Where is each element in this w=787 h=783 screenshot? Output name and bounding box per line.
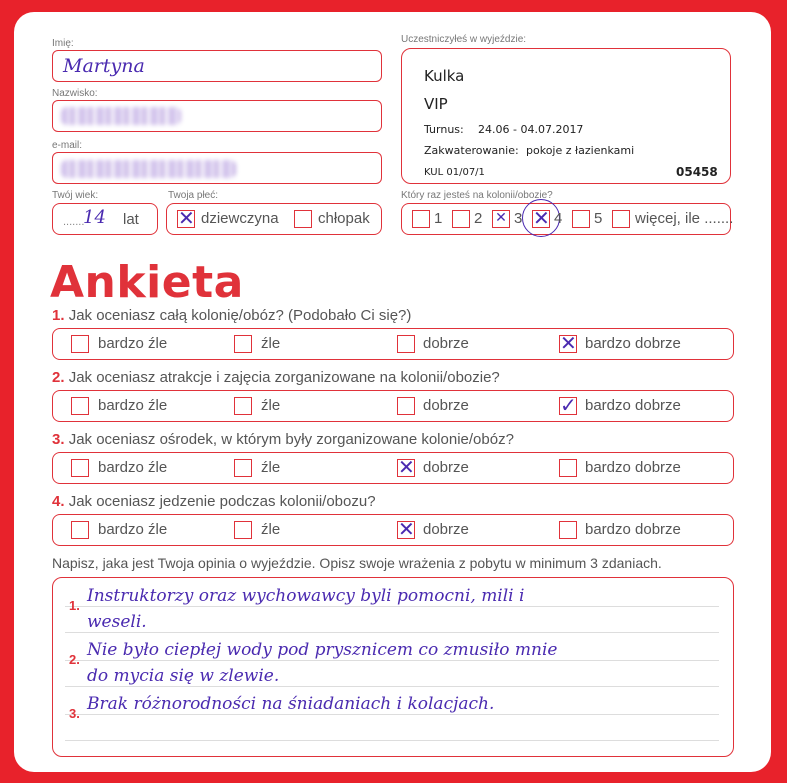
answer-checkbox-good[interactable] — [397, 397, 415, 415]
survey-title: Ankieta — [50, 257, 244, 308]
check-mark-icon: ✓ — [560, 393, 577, 417]
age-dots: ....... — [63, 216, 85, 228]
opinion-line-5: Brak różnorodności na śniadaniach i kolacjach. — [87, 694, 495, 714]
answer-option-bad: źle — [261, 397, 281, 414]
answer-checkbox-very-good[interactable] — [559, 521, 577, 539]
answer-row — [52, 452, 734, 484]
participant-label: Uczestniczyłeś w wyjeździe: — [401, 34, 527, 45]
email-label: e-mail: — [52, 140, 83, 151]
answer-checkbox-good[interactable] — [397, 517, 415, 541]
writing-line — [65, 660, 719, 661]
answer-checkbox-good[interactable] — [397, 455, 415, 479]
answer-checkbox-very-bad[interactable] — [71, 335, 89, 353]
check-mark-icon: ✕ — [560, 331, 577, 355]
answer-checkbox-good[interactable] — [397, 335, 415, 353]
answer-checkbox-very-good[interactable] — [559, 459, 577, 477]
times-field — [401, 203, 734, 235]
gender-checkbox-girl[interactable] — [177, 206, 195, 230]
check-mark-icon: ✕ — [398, 455, 415, 479]
times-option-more: więcej, ile ....... — [635, 210, 734, 227]
age-unit: lat — [123, 211, 139, 228]
name-field[interactable] — [52, 50, 382, 82]
opinion-line-3: Nie było ciepłej wody pod prysznicem co zmusiło mnie — [87, 640, 558, 660]
opinion-number-1: 1. — [69, 598, 80, 613]
question-text — [52, 307, 411, 324]
writing-line — [65, 714, 719, 715]
answer-option-very-good: bardzo dobrze — [585, 335, 681, 352]
question-text — [52, 493, 376, 510]
times-checkbox-5[interactable] — [572, 210, 590, 228]
times-checkbox-1[interactable] — [412, 210, 430, 228]
accommodation-value: pokoje z łazienkami — [526, 144, 635, 157]
question-label: Jak oceniasz atrakcje i zajęcia zorganizowane na kolonii/obozie? — [68, 369, 500, 386]
opinion-line-1: Instruktorzy oraz wychowawcy byli pomocni, mili i — [87, 586, 525, 606]
surname-label: Nazwisko: — [52, 88, 98, 99]
writing-line — [65, 686, 719, 687]
answer-option-bad: źle — [261, 521, 281, 538]
answer-row — [52, 328, 734, 360]
surname-redacted — [61, 107, 181, 125]
trip-tier: VIP — [424, 95, 448, 113]
check-mark-icon: ✕ — [533, 206, 550, 230]
surname-field[interactable] — [52, 100, 382, 132]
answer-option-very-bad: bardzo źle — [98, 459, 168, 476]
turnus-value: 24.06 - 04.07.2017 — [478, 123, 584, 136]
answer-option-good: dobrze — [423, 397, 469, 414]
check-mark-icon: ✕ — [398, 517, 415, 541]
question-text — [52, 431, 514, 448]
times-checkbox-more[interactable] — [612, 210, 630, 228]
age-field[interactable] — [52, 203, 158, 235]
email-field[interactable] — [52, 152, 382, 184]
gender-option-girl: dziewczyna — [201, 210, 279, 227]
gender-option-boy: chłopak — [318, 210, 370, 227]
crossed-mark-icon: ✕ — [495, 210, 507, 226]
opinion-number-3: 3. — [69, 706, 80, 721]
gender-checkbox-boy[interactable] — [294, 210, 312, 228]
gender-field — [166, 203, 382, 235]
age-value: 14 — [83, 207, 106, 228]
opinion-line-4: do mycia się w zlewie. — [87, 666, 280, 686]
opinion-line-2: weseli. — [87, 612, 147, 632]
opinion-number-2: 2. — [69, 652, 80, 667]
question-label: Jak oceniasz jedzenie podczas kolonii/obozu? — [68, 493, 376, 510]
age-label: Twój wiek: — [52, 190, 99, 201]
question-text — [52, 369, 500, 386]
question-label: Jak oceniasz całą kolonię/obóz? (Podobało Ci się?) — [68, 307, 412, 324]
answer-checkbox-bad[interactable] — [234, 335, 252, 353]
answer-option-good: dobrze — [423, 459, 469, 476]
answer-option-bad: źle — [261, 335, 281, 352]
times-option-1: 1 — [434, 210, 443, 227]
answer-option-bad: źle — [261, 459, 281, 476]
question-number: 3. — [52, 431, 65, 448]
times-checkbox-3[interactable] — [492, 210, 510, 228]
gender-label: Twoja płeć: — [168, 190, 219, 201]
trip-code: KUL 01/07/1 — [424, 167, 485, 178]
answer-option-very-good: bardzo dobrze — [585, 521, 681, 538]
question-number: 4. — [52, 493, 65, 510]
answer-row — [52, 390, 734, 422]
question-number: 2. — [52, 369, 65, 386]
answer-option-very-bad: bardzo źle — [98, 335, 168, 352]
trip-number: 05458 — [676, 165, 718, 179]
survey-sheet — [14, 12, 771, 772]
times-option-5: 5 — [594, 210, 603, 227]
answer-checkbox-very-good[interactable] — [559, 331, 577, 355]
check-mark-icon: ✕ — [178, 206, 195, 230]
opinion-prompt: Napisz, jaka jest Twoja opinia o wyjeździe. Opisz swoje wrażenia z pobytu w minimum 3 zdaniach. — [52, 555, 662, 571]
times-option-2: 2 — [474, 210, 483, 227]
times-checkbox-2[interactable] — [452, 210, 470, 228]
answer-option-good: dobrze — [423, 521, 469, 538]
answer-row — [52, 514, 734, 546]
answer-checkbox-bad[interactable] — [234, 397, 252, 415]
answer-checkbox-very-bad[interactable] — [71, 459, 89, 477]
trip-name: Kulka — [424, 67, 465, 85]
opinion-field[interactable] — [52, 577, 734, 757]
answer-checkbox-bad[interactable] — [234, 459, 252, 477]
answer-option-very-bad: bardzo źle — [98, 397, 168, 414]
name-label: Imię: — [52, 38, 74, 49]
turnus-label: Turnus: — [424, 123, 464, 136]
answer-checkbox-very-good[interactable] — [559, 393, 577, 417]
answer-option-very-good: bardzo dobrze — [585, 459, 681, 476]
question-label: Jak oceniasz ośrodek, w którym były zorganizowane kolonie/obóz? — [68, 431, 514, 448]
writing-line — [65, 632, 719, 633]
name-value: Martyna — [63, 55, 145, 77]
trip-info-box — [401, 48, 731, 184]
answer-checkbox-bad[interactable] — [234, 521, 252, 539]
times-option-4: 4 — [554, 210, 563, 227]
writing-line — [65, 740, 719, 741]
times-option-3: 3 — [514, 210, 523, 227]
answer-option-very-good: bardzo dobrze — [585, 397, 681, 414]
answer-checkbox-very-bad[interactable] — [71, 397, 89, 415]
accommodation-label: Zakwaterowanie: — [424, 144, 519, 157]
answer-option-very-bad: bardzo źle — [98, 521, 168, 538]
email-redacted — [61, 160, 236, 178]
answer-checkbox-very-bad[interactable] — [71, 521, 89, 539]
times-label: Który raz jesteś na kolonii/obozie? — [401, 190, 553, 201]
question-number: 1. — [52, 307, 65, 324]
writing-line — [65, 606, 719, 607]
answer-option-good: dobrze — [423, 335, 469, 352]
